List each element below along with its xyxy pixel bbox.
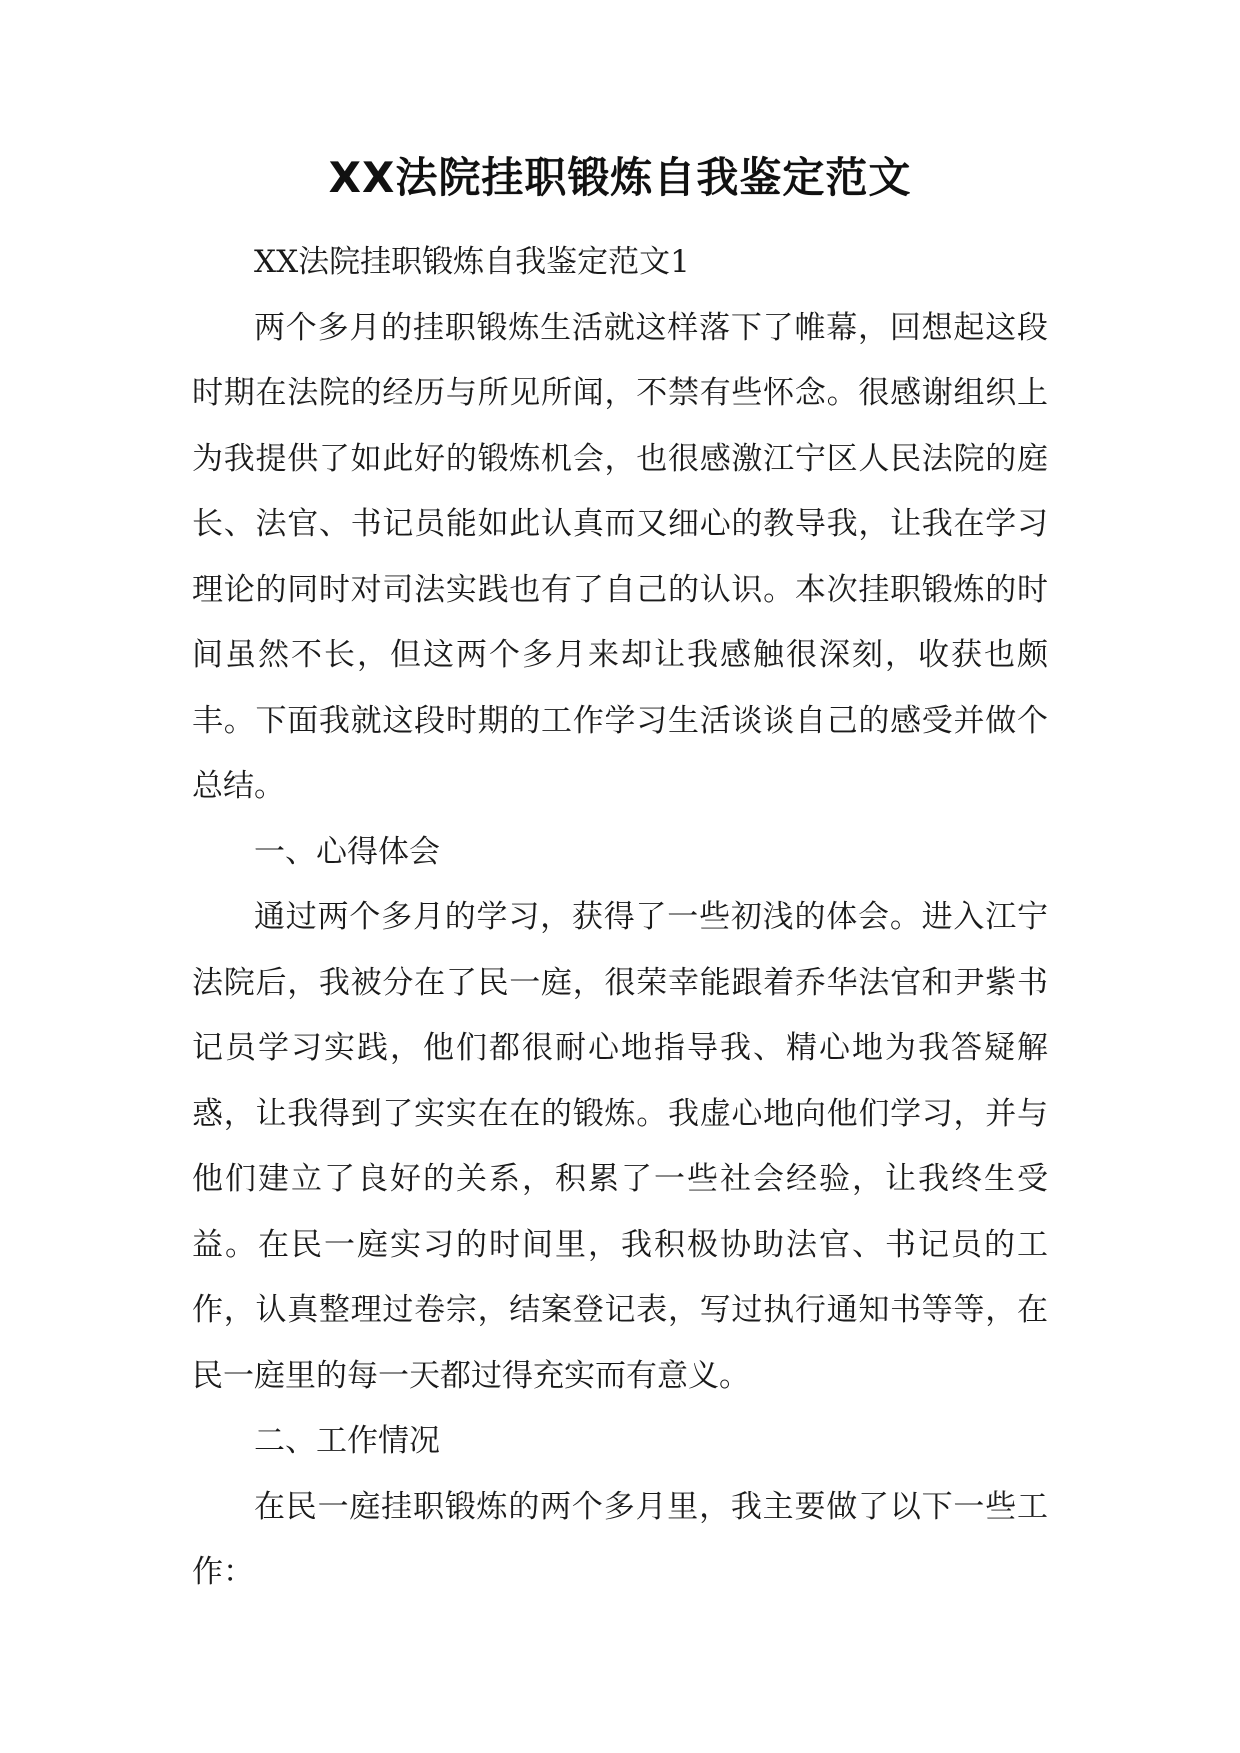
work-paragraph: 在民一庭挂职锻炼的两个多月里，我主要做了以下一些工作： [192, 1488, 1048, 1590]
section-heading-experience: 一、心得体会 [254, 833, 440, 870]
intro-paragraph: 两个多月的挂职锻炼生活就这样落下了帷幕，回想起这段时期在法院的经历与所见所闻，不禁有些怀念。很感谢组织上为我提供了如此好的锻炼机会，也很感激江宁区人民法院的庭长、法官、书记员能如此认真而又细心的教导我，让我在学习理论的同时对司法实践也有了自己的认识。本次挂职锻炼的时间虽然不长，但这两个多月来却让我感触很深刻，收获也颇丰。下面我就这段时期的工作学习生活谈谈自己的感受并做个总结。 [192, 309, 1048, 804]
section-heading-work: 二、工作情况 [254, 1423, 440, 1459]
document-title: XX法院挂职锻炼自我鉴定范文 [328, 153, 912, 202]
subtitle-paragraph: XX法院挂职锻炼自我鉴定范文1 [254, 244, 690, 280]
experience-paragraph: 通过两个多月的学习，获得了一些初浅的体会。进入江宁法院后，我被分在了民一庭，很荣幸能跟着乔华法官和尹紫书记员学习实践，他们都很耐心地指导我、精心地为我答疑解惑，让我得到了实实在在的锻炼。我虚心地向他们学习，并与他们建立了良好的关系，积累了一些社会经验，让我终生受益。在民一庭实习的时间里，我积极协助法官、书记员的工作，认真整理过卷宗，结案登记表，写过执行通知书等等，在民一庭里的每一天都过得充实而有意义。 [192, 899, 1048, 1394]
document-body [192, 150, 1048, 1606]
